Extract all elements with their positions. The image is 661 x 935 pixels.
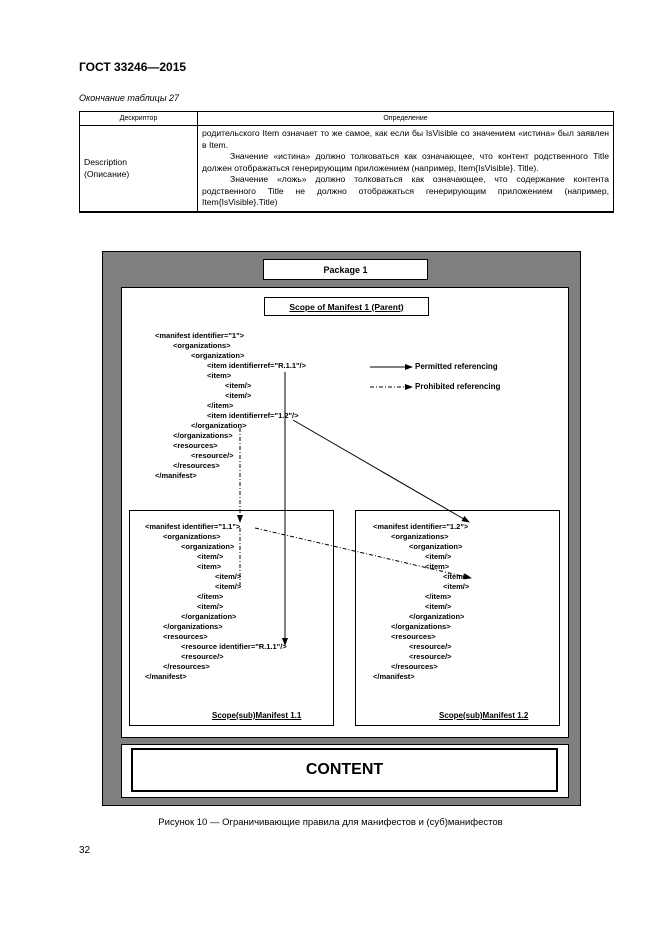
code-line: </organization> [181, 612, 237, 621]
code-line: </item> [425, 592, 452, 601]
code-line: </resources> [391, 662, 438, 671]
code-line: <item/> [197, 602, 224, 611]
definition-paragraph: родительского Item означает то же самое, как если бы IsVisible со значением «истина» был заявлен в Item. [202, 128, 609, 150]
code-line: </organizations> [173, 431, 233, 440]
package-title: Package 1 [323, 264, 368, 275]
code-line: <organizations> [163, 532, 221, 541]
submanifest-1-1-title: Scope(sub)Manifest 1.1 [212, 711, 302, 720]
code-line: <manifest identifier="1.1"> [145, 522, 241, 531]
code-line: <item/> [425, 602, 452, 611]
code-line: <resource/> [181, 652, 224, 661]
code-line: <resource identifier="R.1.1"/> [181, 642, 287, 651]
code-line: </organizations> [163, 622, 223, 631]
table-caption: Окончание таблицы 27 [79, 93, 179, 103]
definition-paragraph: Значение «истина» должно толковаться как означающее, что контент родственного Title должен отображаться генерирующим приложением (например, Item{IsVisible}. Title). [202, 151, 609, 173]
code-line: <item/> [215, 572, 242, 581]
content-label: CONTENT [305, 761, 384, 778]
code-line: <organizations> [391, 532, 449, 541]
code-line: <item/> [443, 582, 470, 591]
descriptor-name: Description [84, 157, 127, 168]
code-line: <resource/> [191, 451, 234, 460]
legend-permitted-label: Permitted referencing [415, 362, 498, 371]
descriptor-translation: (Описание) [84, 169, 130, 180]
figure-caption: Рисунок 10 — Ограничивающие правила для манифестов и (суб)манифестов [158, 817, 503, 828]
code-line: <item> [207, 371, 232, 380]
page-number: 32 [79, 845, 91, 856]
code-line: <item/> [225, 391, 252, 400]
code-line: <resources> [163, 632, 208, 641]
code-line: <manifest identifier="1.2"> [373, 522, 469, 531]
legend-prohibited-label: Prohibited referencing [415, 382, 501, 391]
code-line: <item> [425, 562, 450, 571]
code-line: </organizations> [391, 622, 451, 631]
code-line: </organization> [191, 421, 247, 430]
code-line: </organization> [409, 612, 465, 621]
parent-scope-title: Scope of Manifest 1 (Parent) [289, 301, 404, 312]
document-header: ГОСТ 33246—2015 [79, 60, 187, 74]
column-header-descriptor: Дескриптор [80, 112, 198, 126]
code-line: <item/> [197, 552, 224, 561]
code-line: </manifest> [373, 672, 415, 681]
code-line: </resources> [173, 461, 220, 470]
code-line: <item identifierref="1.2"/> [207, 411, 299, 420]
code-line: </item> [207, 401, 234, 410]
code-line: <item/> [225, 381, 252, 390]
code-line: <organizations> [173, 341, 231, 350]
code-line: <item identifierref="R.1.1"/> [207, 361, 307, 370]
code-line: <resources> [391, 632, 436, 641]
code-line: <organization> [409, 542, 463, 551]
code-line: <resources> [173, 441, 218, 450]
code-line: <organization> [181, 542, 235, 551]
column-header-definition: Определение [198, 112, 614, 126]
definition-paragraph: Значение «ложь» должно толковаться как означающее, что содержание контента родственного Title не должно отображаться генерирующим приложением (например, Item{IsVisible}.Title) [202, 174, 609, 207]
code-line: <item> [197, 562, 222, 571]
prohibited-reference-arrow [255, 528, 471, 578]
submanifest-1-2-title: Scope(sub)Manifest 1.2 [439, 711, 529, 720]
code-line: <manifest identifier="1"> [155, 331, 245, 340]
code-line: <organization> [191, 351, 245, 360]
code-line: </manifest> [155, 471, 197, 480]
code-line: <resource/> [409, 642, 452, 651]
code-line: <resource/> [409, 652, 452, 661]
code-line: <item/> [425, 552, 452, 561]
code-line: <item/> [443, 572, 470, 581]
code-line: </manifest> [145, 672, 187, 681]
code-line: </item> [197, 592, 224, 601]
code-line: </resources> [163, 662, 210, 671]
code-line: <item/> [215, 582, 242, 591]
permitted-reference-arrow [293, 420, 469, 522]
